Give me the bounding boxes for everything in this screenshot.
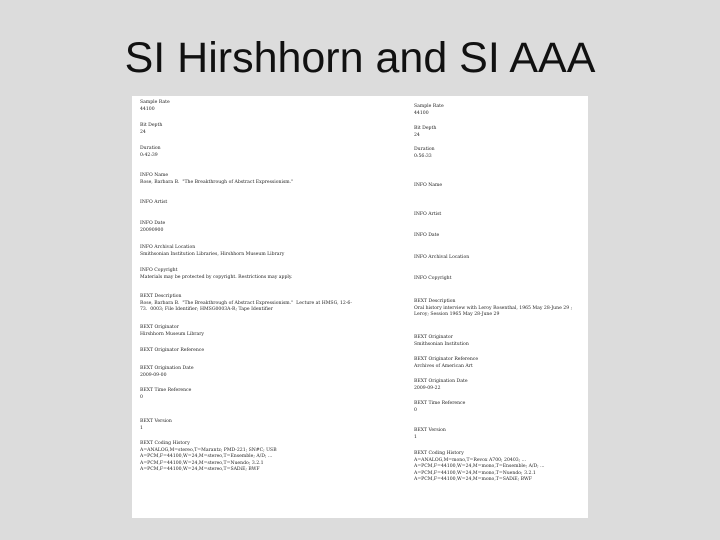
metadata-field (414, 233, 582, 240)
metadata-field (140, 245, 358, 258)
field-label: BEXT Version (140, 419, 172, 424)
metadata-field (414, 212, 582, 219)
field-label: BEXT Description (414, 299, 456, 304)
metadata-field (414, 335, 582, 348)
field-label: BEXT Originator Reference (140, 348, 205, 353)
field-value: A=ANALOG,M=mono,T=Revox A700; 20403; ... A=PCM,F=44100,W=24,M=mono,T=Ensemble; A/D; ... A=PCM,F=44100,W=24,M=mono,T=Nuendo; 3.2.1 A=PCM,F=44100,W=24,M=mono,T=SADiE; BWF (414, 457, 545, 482)
field-label: BEXT Time Reference (140, 388, 192, 393)
metadata-field (140, 441, 358, 474)
field-value: 20090900 (140, 227, 164, 233)
slide-title: SI Hirshhorn and SI AAA (124, 34, 596, 82)
metadata-field (140, 294, 358, 314)
field-value: 0:42:39 (140, 152, 158, 158)
metadata-field (140, 388, 358, 401)
field-value: 0 (414, 407, 417, 413)
metadata-field (140, 123, 358, 136)
field-value: Smithsonian Institution (414, 341, 469, 347)
metadata-field (140, 348, 358, 355)
field-value: A=ANALOG,M=stereo,T=Marantz; PMD-221; SN#C; USB A=PCM,F=44100,W=24,M=stereo,T=Ensemble; A/D; ... A=PCM,F=44100,W=24,M=stereo,T=Nuendo; 3.2.1 A=PCM,F=44100,W=24,M=stereo,T=SADiE; BWF (140, 447, 277, 472)
field-value: 44100 (140, 106, 155, 112)
metadata-field (414, 299, 582, 319)
metadata-field (414, 357, 582, 370)
field-label: BEXT Time Reference (414, 401, 466, 406)
field-label: BEXT Origination Date (414, 379, 468, 384)
metadata-field (414, 428, 582, 441)
metadata-field (140, 200, 358, 207)
metadata-field (414, 379, 582, 392)
field-value: Rose, Barbara B. "The Breakthrough of Abstract Expressionism." (140, 179, 294, 185)
metadata-document (132, 96, 588, 518)
metadata-field (140, 419, 358, 432)
field-value: 1 (140, 425, 143, 431)
metadata-field (140, 221, 358, 234)
field-value: 1 (414, 434, 417, 440)
field-value: 24 (414, 132, 420, 138)
field-label: BEXT Coding History (414, 451, 464, 456)
metadata-field (414, 147, 582, 160)
field-label: INFO Archival Location (414, 255, 470, 260)
field-label: Duration (414, 147, 435, 152)
field-label: INFO Name (414, 183, 443, 188)
metadata-field (414, 104, 582, 117)
metadata-field (414, 255, 582, 262)
field-value: 24 (140, 129, 146, 135)
metadata-field (140, 325, 358, 338)
field-label: BEXT Originator (140, 325, 179, 330)
metadata-field (140, 268, 358, 281)
field-value: 44100 (414, 110, 429, 116)
metadata-field (140, 173, 358, 186)
field-value: 0 (140, 394, 143, 400)
field-value: Hirshhorn Museum Library (140, 331, 205, 337)
metadata-field (140, 366, 358, 379)
field-value: 2009-09-00 (140, 372, 167, 378)
field-label: Bit Depth (140, 123, 163, 128)
field-label: BEXT Version (414, 428, 446, 433)
field-label: INFO Copyright (140, 268, 178, 273)
metadata-field (414, 183, 582, 190)
metadata-field (140, 146, 358, 159)
field-label: Bit Depth (414, 126, 437, 131)
field-label: INFO Date (414, 233, 440, 238)
field-value: Materials may be protected by copyright. Restrictions may apply. (140, 274, 293, 280)
field-label: INFO Date (140, 221, 166, 226)
metadata-field (140, 100, 358, 113)
field-label: Duration (140, 146, 161, 151)
field-label: BEXT Coding History (140, 441, 190, 446)
field-label: INFO Name (140, 173, 169, 178)
metadata-field (414, 276, 582, 283)
field-value: Oral history interview with Leroy Rosenthal, 1965 May 28-June 29 ; Leroy; Session 1965 May 28-June 29 (414, 305, 574, 317)
metadata-field (414, 126, 582, 139)
metadata-field (414, 401, 582, 414)
field-label: Sample Rate (414, 104, 444, 109)
field-value: Smithsonian Institution Libraries, Hirshhorn Museum Library (140, 251, 285, 257)
field-label: BEXT Originator (414, 335, 453, 340)
field-value: Rose, Barbara B. "The Breakthrough of Abstract Expressionism." Lecture at HMSG, 12-6-73. 0003; File Identifier; HMSG0003A-R; Tape Identifier (140, 300, 352, 312)
field-label: INFO Artist (414, 212, 442, 217)
field-value: 0:56:33 (414, 153, 432, 159)
field-label: INFO Artist (140, 200, 168, 205)
field-label: BEXT Origination Date (140, 366, 194, 371)
field-label: INFO Archival Location (140, 245, 196, 250)
field-label: BEXT Description (140, 294, 182, 299)
field-value: 2009-09-22 (414, 385, 441, 391)
field-label: BEXT Originator Reference (414, 357, 479, 362)
field-value: Archives of American Art (414, 363, 473, 369)
metadata-field (414, 451, 582, 484)
field-label: INFO Copyright (414, 276, 452, 281)
field-label: Sample Rate (140, 100, 170, 105)
